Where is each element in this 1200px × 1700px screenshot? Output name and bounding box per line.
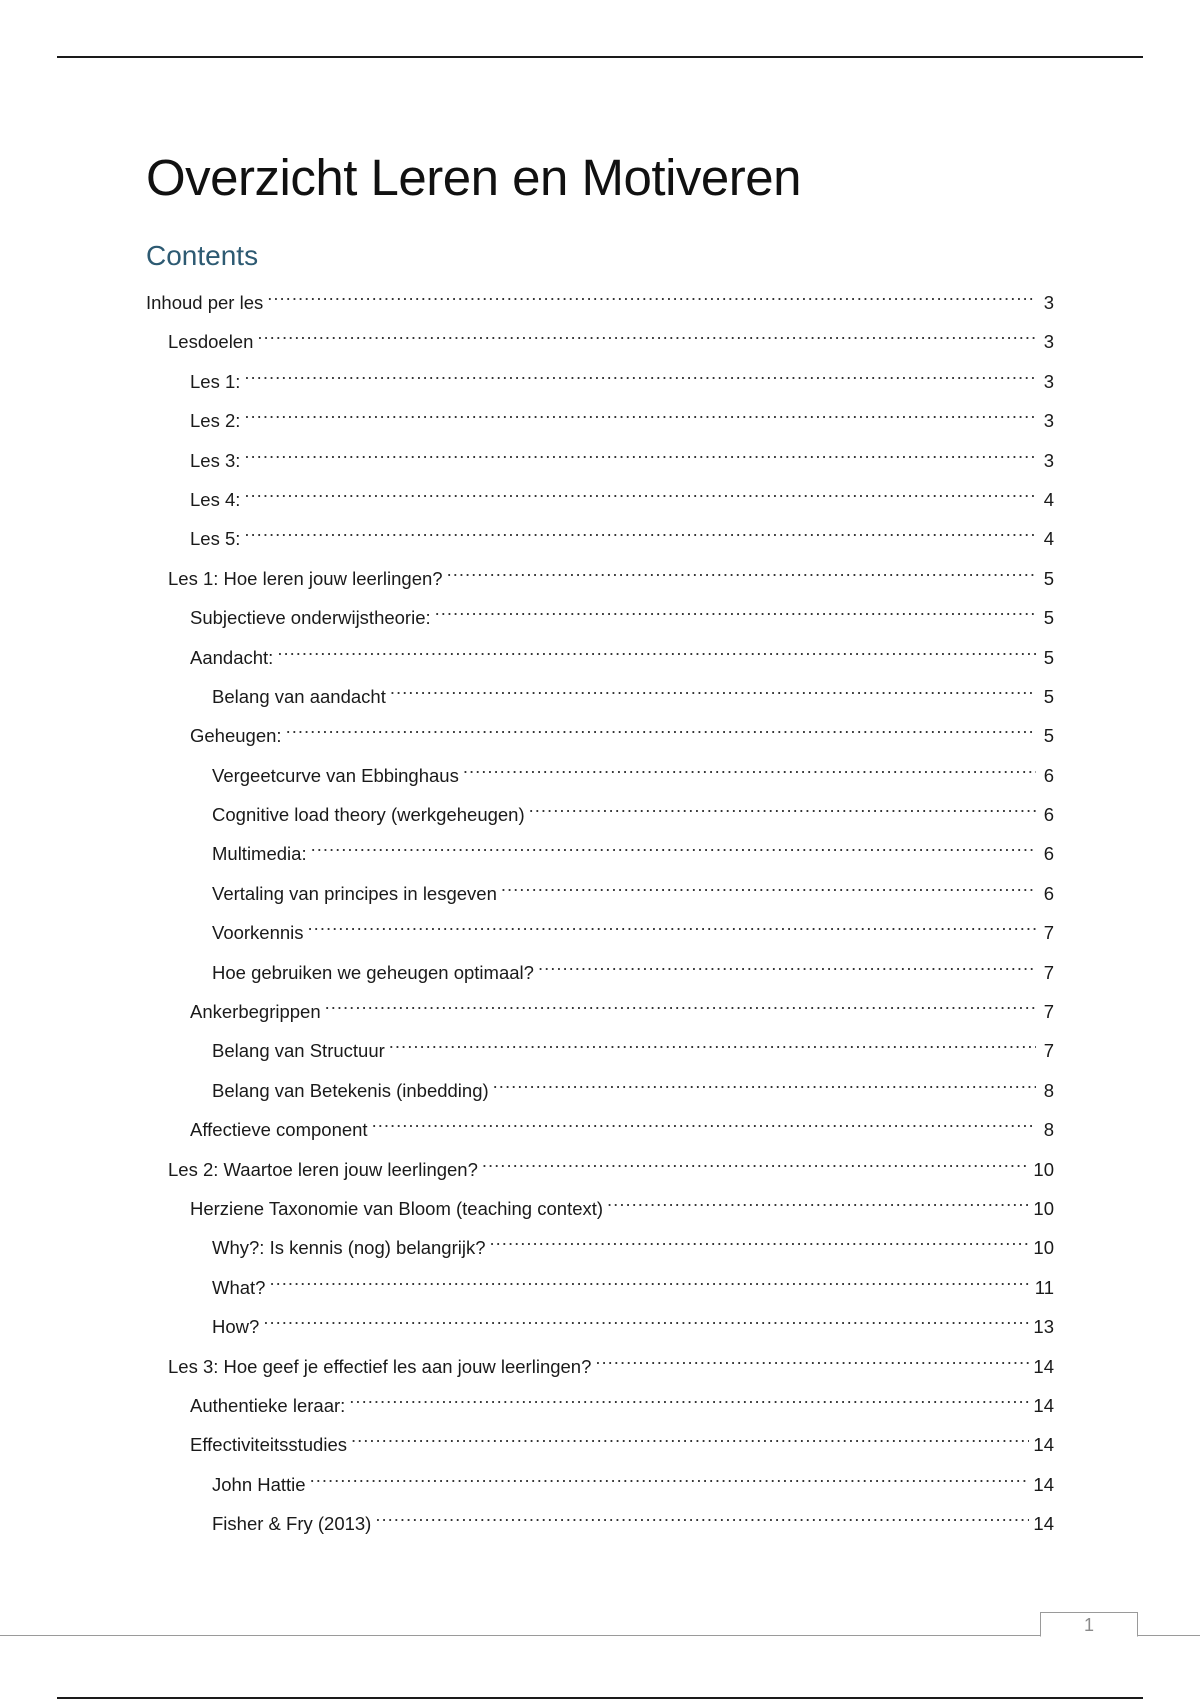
toc-entry-title: Les 4: bbox=[190, 488, 241, 510]
toc-entry-page: 14 bbox=[1033, 1473, 1054, 1495]
toc-entry-title: Aandacht: bbox=[190, 646, 274, 668]
toc-dot-leader bbox=[267, 279, 1036, 309]
toc-entry[interactable] bbox=[146, 437, 1054, 476]
toc-entry[interactable] bbox=[146, 1185, 1054, 1224]
toc-dot-leader bbox=[351, 1421, 1029, 1451]
toc-entry[interactable] bbox=[146, 1382, 1054, 1421]
toc-entry-title: Lesdoelen bbox=[168, 331, 254, 353]
toc-dot-leader bbox=[325, 988, 1036, 1018]
toc-entry[interactable] bbox=[146, 1421, 1054, 1460]
toc-dot-leader bbox=[447, 555, 1036, 585]
toc-entry-page: 13 bbox=[1033, 1316, 1054, 1338]
toc-entry-page: 3 bbox=[1043, 410, 1054, 432]
toc-entry-page: 10 bbox=[1033, 1197, 1054, 1219]
toc-heading: Contents bbox=[146, 240, 259, 271]
toc-entry[interactable] bbox=[146, 358, 1054, 397]
toc-entry-title: Les 1: bbox=[190, 370, 241, 392]
toc-entry-title: Inhoud per les bbox=[146, 292, 264, 313]
toc-entry[interactable] bbox=[146, 555, 1054, 594]
toc-entry-page: 14 bbox=[1033, 1434, 1054, 1456]
toc-dot-leader bbox=[463, 752, 1036, 782]
toc-dot-leader bbox=[244, 476, 1036, 506]
toc-entry-title: Herziene Taxonomie van Bloom (teaching context) bbox=[190, 1197, 604, 1219]
toc-entry-title: Les 3: Hoe geef je effectief les aan jouw leerlingen? bbox=[168, 1355, 592, 1377]
toc-entry-page: 3 bbox=[1043, 292, 1054, 313]
footer-rule bbox=[0, 1635, 1200, 1636]
toc-dot-leader bbox=[263, 1303, 1029, 1333]
toc-entry-page: 3 bbox=[1043, 370, 1054, 392]
toc-entry[interactable] bbox=[146, 1264, 1054, 1303]
table-of-contents bbox=[146, 279, 1054, 1540]
toc-entry[interactable] bbox=[146, 1500, 1054, 1539]
toc-dot-leader bbox=[244, 437, 1036, 467]
toc-entry[interactable] bbox=[146, 1303, 1054, 1342]
toc-entry-title: Les 5: bbox=[190, 528, 241, 550]
toc-dot-leader bbox=[310, 1461, 1030, 1491]
toc-dot-leader bbox=[244, 515, 1036, 545]
page-number: 1 bbox=[1040, 1612, 1138, 1637]
page-bottom-rule bbox=[57, 1697, 1143, 1699]
toc-dot-leader bbox=[607, 1185, 1029, 1215]
toc-entry-title: Cognitive load theory (werkgeheugen) bbox=[212, 804, 525, 826]
toc-entry-page: 5 bbox=[1043, 567, 1054, 589]
toc-entry[interactable] bbox=[146, 397, 1054, 436]
toc-entry[interactable] bbox=[146, 1461, 1054, 1500]
toc-entry[interactable] bbox=[146, 949, 1054, 988]
toc-entry-page: 4 bbox=[1043, 528, 1054, 550]
toc-entry-title: Subjectieve onderwijstheorie: bbox=[190, 607, 431, 629]
toc-entry-title: Voorkennis bbox=[212, 922, 304, 944]
toc-entry-page: 8 bbox=[1043, 1079, 1054, 1101]
toc-entry-title: Fisher & Fry (2013) bbox=[212, 1513, 372, 1535]
toc-entry-page: 4 bbox=[1043, 488, 1054, 510]
toc-entry-page: 6 bbox=[1043, 804, 1054, 826]
toc-dot-leader bbox=[349, 1382, 1029, 1412]
header-rule bbox=[57, 56, 1143, 58]
toc-entry-page: 7 bbox=[1043, 1001, 1054, 1023]
toc-entry[interactable] bbox=[146, 988, 1054, 1027]
toc-dot-leader bbox=[482, 1146, 1030, 1176]
toc-dot-leader bbox=[257, 318, 1036, 348]
toc-entry-title: Belang van Betekenis (inbedding) bbox=[212, 1079, 489, 1101]
toc-entry-page: 8 bbox=[1043, 1119, 1054, 1141]
toc-entry-title: Belang van Structuur bbox=[212, 1040, 385, 1062]
toc-dot-leader bbox=[389, 1027, 1036, 1057]
toc-dot-leader bbox=[390, 673, 1036, 703]
toc-entry[interactable] bbox=[146, 634, 1054, 673]
toc-entry[interactable] bbox=[146, 515, 1054, 554]
toc-entry-page: 10 bbox=[1033, 1158, 1054, 1180]
toc-entry-title: Belang van aandacht bbox=[212, 685, 386, 707]
toc-dot-leader bbox=[538, 949, 1036, 979]
toc-entry-page: 5 bbox=[1043, 725, 1054, 747]
toc-dot-leader bbox=[501, 870, 1036, 900]
toc-entry[interactable] bbox=[146, 1146, 1054, 1185]
toc-entry-title: Vergeetcurve van Ebbinghaus bbox=[212, 764, 459, 786]
toc-entry[interactable] bbox=[146, 673, 1054, 712]
toc-entry-title: Effectiviteitsstudies bbox=[190, 1434, 347, 1456]
toc-entry-page: 5 bbox=[1043, 646, 1054, 668]
toc-entry-page: 14 bbox=[1033, 1513, 1054, 1535]
toc-dot-leader bbox=[493, 1067, 1036, 1097]
toc-entry-page: 6 bbox=[1043, 843, 1054, 865]
toc-dot-leader bbox=[375, 1500, 1029, 1530]
toc-entry-title: How? bbox=[212, 1316, 260, 1338]
toc-entry-page: 10 bbox=[1033, 1237, 1054, 1259]
toc-entry-title: Les 2: Waartoe leren jouw leerlingen? bbox=[168, 1158, 478, 1180]
toc-entry-title: Ankerbegrippen bbox=[190, 1001, 321, 1023]
toc-entry-title: John Hattie bbox=[212, 1473, 306, 1495]
toc-entry-page: 7 bbox=[1043, 1040, 1054, 1062]
toc-entry-page: 14 bbox=[1033, 1394, 1054, 1416]
toc-entry-page: 6 bbox=[1043, 882, 1054, 904]
toc-entry[interactable] bbox=[146, 909, 1054, 948]
toc-entry-page: 14 bbox=[1033, 1355, 1054, 1377]
toc-entry-page: 5 bbox=[1043, 607, 1054, 629]
toc-entry[interactable] bbox=[146, 1067, 1054, 1106]
toc-entry[interactable] bbox=[146, 476, 1054, 515]
toc-entry[interactable] bbox=[146, 279, 1054, 318]
toc-dot-leader bbox=[277, 634, 1036, 664]
document-title: Overzicht Leren en Motiveren bbox=[146, 149, 801, 206]
toc-entry-title: Authentieke leraar: bbox=[190, 1394, 346, 1416]
toc-entry[interactable] bbox=[146, 1224, 1054, 1263]
toc-dot-leader bbox=[244, 358, 1036, 388]
toc-dot-leader bbox=[529, 791, 1036, 821]
toc-dot-leader bbox=[286, 712, 1036, 742]
toc-entry[interactable] bbox=[146, 870, 1054, 909]
toc-entry-page: 6 bbox=[1043, 764, 1054, 786]
toc-entry-page: 7 bbox=[1043, 961, 1054, 983]
toc-entry-page: 5 bbox=[1043, 685, 1054, 707]
toc-entry-title: Les 1: Hoe leren jouw leerlingen? bbox=[168, 567, 443, 589]
toc-entry[interactable] bbox=[146, 1027, 1054, 1066]
toc-entry-title: Hoe gebruiken we geheugen optimaal? bbox=[212, 961, 534, 983]
toc-entry[interactable] bbox=[146, 318, 1054, 357]
toc-entry[interactable] bbox=[146, 791, 1054, 830]
toc-entry[interactable] bbox=[146, 1343, 1054, 1382]
toc-entry-title: Multimedia: bbox=[212, 843, 307, 865]
toc-dot-leader bbox=[372, 1106, 1036, 1136]
toc-entry-page: 3 bbox=[1043, 449, 1054, 471]
toc-entry-title: Les 3: bbox=[190, 449, 241, 471]
toc-dot-leader bbox=[311, 830, 1036, 860]
toc-entry[interactable] bbox=[146, 594, 1054, 633]
toc-entry-title: Geheugen: bbox=[190, 725, 282, 747]
toc-dot-leader bbox=[269, 1264, 1030, 1294]
toc-entry-page: 11 bbox=[1034, 1276, 1054, 1298]
toc-entry-title: Vertaling van principes in lesgeven bbox=[212, 882, 497, 904]
toc-dot-leader bbox=[595, 1343, 1029, 1373]
toc-entry-title: What? bbox=[212, 1276, 266, 1298]
toc-entry[interactable] bbox=[146, 1106, 1054, 1145]
toc-entry-title: Les 2: bbox=[190, 410, 241, 432]
toc-dot-leader bbox=[490, 1224, 1030, 1254]
toc-entry-page: 3 bbox=[1043, 331, 1054, 353]
toc-entry[interactable] bbox=[146, 712, 1054, 751]
toc-entry[interactable] bbox=[146, 830, 1054, 869]
toc-entry-title: Why?: Is kennis (nog) belangrijk? bbox=[212, 1237, 486, 1259]
toc-dot-leader bbox=[244, 397, 1036, 427]
toc-entry-page: 7 bbox=[1043, 922, 1054, 944]
toc-entry-title: Affectieve component bbox=[190, 1119, 368, 1141]
toc-entry[interactable] bbox=[146, 752, 1054, 791]
toc-dot-leader bbox=[308, 909, 1036, 939]
toc-dot-leader bbox=[435, 594, 1036, 624]
